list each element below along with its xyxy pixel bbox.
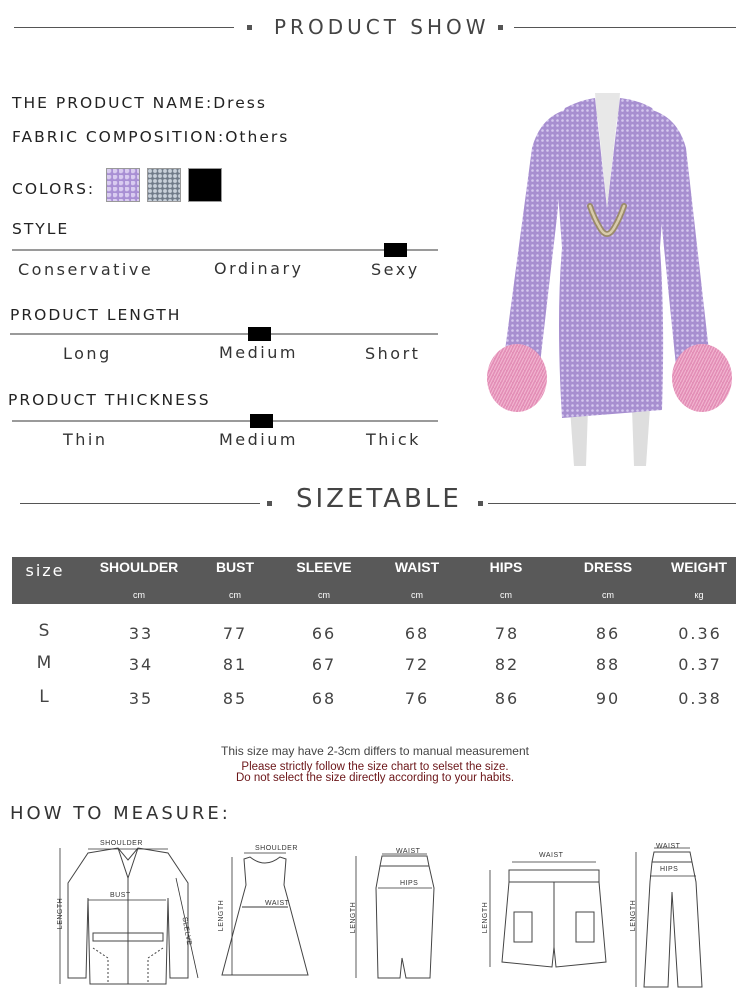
color-swatch-black[interactable] [188,168,222,202]
style-title: STYLE [12,220,70,238]
color-swatch-purple[interactable] [106,168,140,202]
col-header-shoulder: SHOULDER [99,559,179,575]
pants-waist-label: WAIST [656,843,681,850]
thickness-title: PRODUCT THICKNESS [8,391,211,409]
style-option-sexy: Sexy [371,260,420,279]
table-cell: 82 [494,655,520,674]
table-cell: 68 [311,689,337,708]
col-unit-sleeve: cm [318,590,330,600]
style-option-ordinary: Ordinary [214,259,304,278]
product-show-title: PRODUCT SHOW [274,15,490,39]
col-header-size: size [25,561,65,580]
how-to-measure-title: HOW TO MEASURE: [10,803,231,824]
size-warning-1: Please strictly follow the size chart to selset the size. [241,761,509,773]
style-scale-marker [384,243,407,257]
col-unit-hips: cm [500,590,512,600]
col-header-sleeve: SLEEVE [296,559,352,575]
table-cell: 67 [311,655,337,674]
shirt-length-label: LENGTH [57,897,65,930]
col-header-weight: WEIGHT [671,559,727,575]
col-header-waist: WAIST [394,559,440,575]
shorts-length-label: LENGTH [482,901,490,934]
table-cell: 66 [311,624,337,643]
table-cell: 86 [494,689,520,708]
table-cell: 0.38 [678,689,722,708]
table-cell: 85 [222,689,248,708]
col-unit-shoulder: cm [133,590,145,600]
length-title: PRODUCT LENGTH [10,306,182,324]
thickness-option-medium: Medium [219,430,298,449]
table-cell: 76 [404,689,430,708]
sizetable-square-left [267,501,272,506]
dress-measure-figure [220,845,310,985]
col-header-hips: HIPS [489,559,523,575]
skirt-waist-label: WAIST [396,848,421,855]
shorts-measure-figure [474,852,614,977]
fabric-label: FABRIC COMPOSITION: [12,128,226,146]
header-square-right [498,25,503,30]
col-unit-waist: cm [411,590,423,600]
table-cell: 86 [595,624,621,643]
color-swatch-silver[interactable] [147,168,181,202]
dress-length-label: LENGTH [218,899,226,932]
dress-waist-label: WAIST [265,900,290,907]
sizetable-title: SIZETABLE [296,484,462,514]
style-option-conservative: Conservative [18,260,154,279]
length-scale-line [10,333,438,335]
product-photo [470,88,750,468]
length-option-medium: Medium [219,343,298,362]
shirt-measure-figure [48,838,208,988]
pants-hips-label: HIPS [660,866,679,873]
thickness-option-thick: Thick [366,430,421,449]
table-cell: 78 [494,624,520,643]
table-cell: 81 [222,655,248,674]
col-unit-bust: cm [229,590,241,600]
table-cell: 0.36 [678,624,722,643]
style-scale-line [12,249,438,251]
colors-label: COLORS: [12,180,96,198]
col-unit-dress: cm [602,590,614,600]
thickness-option-thin: Thin [63,430,108,449]
fabric-row [12,128,289,146]
fabric-value: Others [225,128,290,146]
table-cell: 88 [595,655,621,674]
table-cell: 35 [128,689,154,708]
pants-measure-figure [624,842,714,992]
shirt-sleeve-label: SLELVE [180,916,193,947]
sizetable-line-left [20,503,260,504]
col-header-dress: DRESS [583,559,633,575]
thickness-scale-line [12,420,438,422]
measurement-note: This size may have 2-3cm differs to manual measurement [221,744,529,758]
header-line-left [14,27,234,28]
product-name-row [12,94,267,112]
size-warning-2: Do not select the size directly according to your habits. [235,772,515,784]
skirt-length-label: LENGTH [350,901,358,934]
table-cell: 68 [404,624,430,643]
product-name-value: Dress [213,94,267,112]
skirt-hips-label: HIPS [400,880,419,887]
length-scale-marker [248,327,271,341]
table-cell: 90 [595,689,621,708]
table-cell: 77 [222,624,248,643]
length-option-long: Long [63,344,112,363]
sizetable-line-right [488,503,736,504]
shirt-shoulder-label: SHOULDER [100,840,143,847]
sizetable-square-right [478,501,483,506]
table-cell-size: L [39,687,51,707]
col-header-bust: BUST [215,559,255,575]
col-unit-weight: кg [694,590,704,600]
table-cell: 33 [128,624,154,643]
dress-shoulder-label: SHOULDER [255,845,298,852]
table-cell: 34 [128,655,154,674]
header-square-left [247,25,252,30]
table-cell: 0.37 [678,655,722,674]
table-cell-size: S [38,621,52,641]
table-cell-size: M [36,653,54,673]
product-name-label: THE PRODUCT NAME: [12,94,214,112]
table-cell: 72 [404,655,430,674]
shirt-bust-label: BUST [110,892,131,899]
length-option-short: Short [365,344,421,363]
pants-length-label: LENGTH [630,899,638,932]
header-line-right [514,27,736,28]
thickness-scale-marker [250,414,273,428]
shorts-waist-label: WAIST [539,852,564,859]
